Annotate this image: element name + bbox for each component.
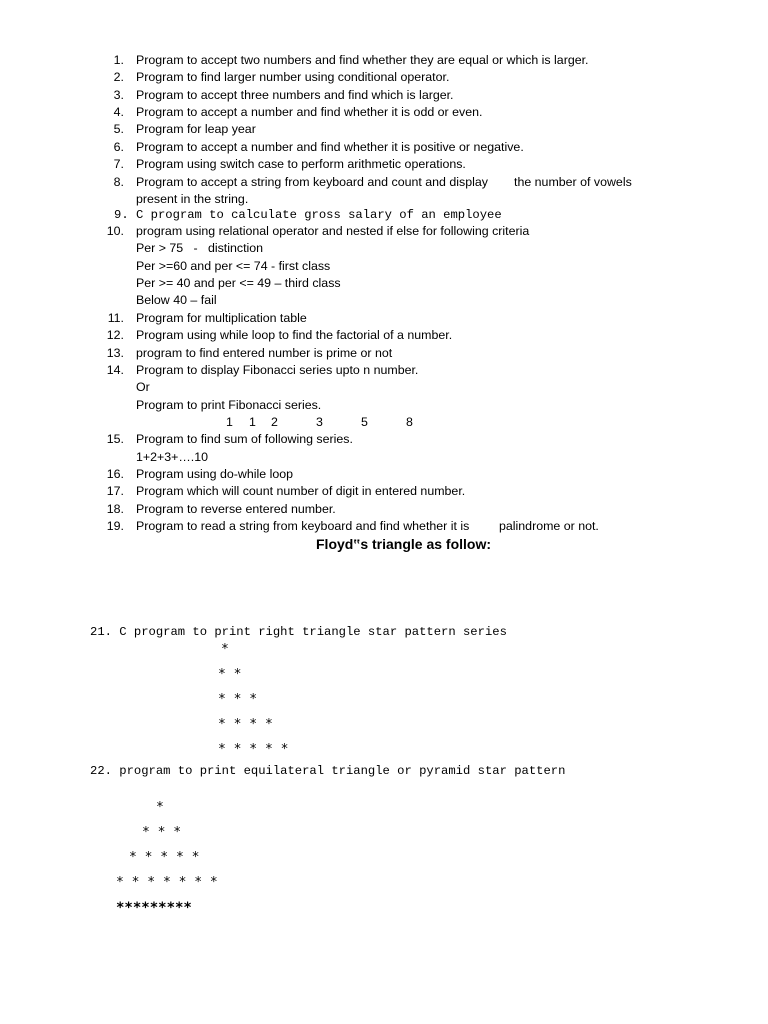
item-3-text: Program to accept three numbers and find which is larger. xyxy=(136,88,454,102)
item-12-number: 12. xyxy=(106,328,124,342)
item-10-criteria-2: Per >=60 and per <= 74 - first class xyxy=(136,259,331,273)
pyramid-row-4: * * * * * * * xyxy=(116,875,218,890)
item-8-continuation: present in the string. xyxy=(136,192,249,206)
item-10-criteria-4: Below 40 – fail xyxy=(136,293,217,307)
fib-term-1: 1 xyxy=(226,415,233,429)
right-triangle-row-3: * * * xyxy=(218,692,258,707)
fib-term-6: 8 xyxy=(406,415,413,429)
fib-term-3: 2 xyxy=(271,415,278,429)
item-11-text: Program for multiplication table xyxy=(136,311,307,325)
item-4-number: 4. xyxy=(113,105,124,119)
item-14-number: 14. xyxy=(106,363,124,377)
item-17-text: Program which will count number of digit in entered number. xyxy=(136,484,466,498)
item-19-number: 19. xyxy=(106,519,124,533)
item-18-text: Program to reverse entered number. xyxy=(136,502,336,516)
pyramid-row-3: * * * * * xyxy=(129,850,200,865)
item-15-number: 15. xyxy=(106,432,124,446)
item-7-text: Program using switch case to perform arithmetic operations. xyxy=(136,157,466,171)
item-21-text: 21. C program to print right triangle star pattern series xyxy=(90,625,507,639)
right-triangle-row-4: * * * * xyxy=(218,717,273,732)
item-10-text: program using relational operator and nested if else for following criteria xyxy=(136,224,530,238)
item-9-text: C program to calculate gross salary of an employee xyxy=(136,208,502,222)
item-19-text: Program to read a string from keyboard and find whether it is xyxy=(136,519,470,533)
item-12-text: Program using while loop to find the factorial of a number. xyxy=(136,328,453,342)
item-2-text: Program to find larger number using conditional operator. xyxy=(136,70,450,84)
pyramid-row-2: * * * xyxy=(142,825,182,840)
pyramid-row-5: ********* xyxy=(116,900,192,916)
item-16-number: 16. xyxy=(106,467,124,481)
fib-term-2: 1 xyxy=(249,415,256,429)
item-2-number: 2. xyxy=(113,70,124,84)
item-1-text: Program to accept two numbers and find whether they are equal or which is larger. xyxy=(136,53,589,67)
item-8-text: Program to accept a string from keyboard and count and display xyxy=(136,175,488,189)
item-6-text: Program to accept a number and find whether it is positive or negative. xyxy=(136,140,524,154)
item-4-text: Program to accept a number and find whether it is odd or even. xyxy=(136,105,483,119)
item-14-or: Or xyxy=(136,380,150,394)
item-10-criteria-1: Per > 75 - distinction xyxy=(136,241,264,255)
item-10-criteria-3: Per >= 40 and per <= 49 – third class xyxy=(136,276,341,290)
item-13-text: program to find entered number is prime or not xyxy=(136,346,393,360)
item-6-number: 6. xyxy=(113,140,124,154)
item-8-number: 8. xyxy=(113,175,124,189)
pyramid-row-1: * xyxy=(156,800,164,815)
item-13-number: 13. xyxy=(106,346,124,360)
fib-term-5: 5 xyxy=(361,415,368,429)
item-14-alt-text: Program to print Fibonacci series. xyxy=(136,398,322,412)
item-22-text: 22. program to print equilateral triangle or pyramid star pattern xyxy=(90,764,566,778)
item-5-number: 5. xyxy=(113,122,124,136)
fib-term-4: 3 xyxy=(316,415,323,429)
item-18-number: 18. xyxy=(106,502,124,516)
item-3-number: 3. xyxy=(113,88,124,102)
item-15-series: 1+2+3+….10 xyxy=(136,450,208,464)
item-9-number: 9. xyxy=(114,208,129,222)
item-1-number: 1. xyxy=(113,53,124,67)
item-5-text: Program for leap year xyxy=(136,122,256,136)
item-7-number: 7. xyxy=(113,157,124,171)
right-triangle-row-2: * * xyxy=(218,667,242,682)
item-10-number: 10. xyxy=(106,224,124,238)
item-11-number: 11. xyxy=(107,311,124,325)
right-triangle-row-5: * * * * * xyxy=(218,742,289,757)
item-15-text: Program to find sum of following series. xyxy=(136,432,353,446)
item-19-text-end: palindrome or not. xyxy=(499,519,599,533)
right-triangle-row-1: * xyxy=(221,642,229,657)
floyd-heading: Floyd‟s triangle as follow: xyxy=(316,536,492,552)
item-16-text: Program using do-while loop xyxy=(136,467,294,481)
item-17-number: 17. xyxy=(106,484,124,498)
item-14-text: Program to display Fibonacci series upto n number. xyxy=(136,363,419,377)
item-8-text-end: the number of vowels xyxy=(514,175,632,189)
